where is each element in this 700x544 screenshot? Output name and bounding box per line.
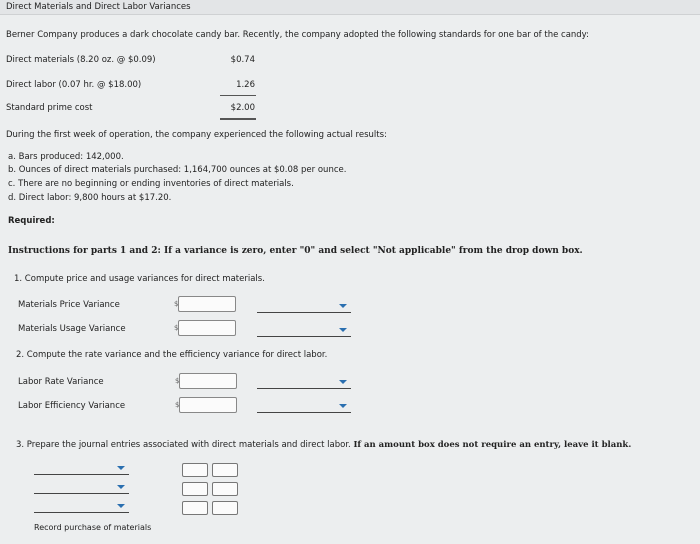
- chevron-down-icon: [117, 485, 125, 489]
- materials-usage-label: Materials Usage Variance: [18, 324, 126, 334]
- labor-rate-label: Labor Rate Variance: [18, 377, 104, 387]
- labor-efficiency-dropdown[interactable]: [257, 400, 351, 413]
- part3-heading-text: 3. Prepare the journal entries associated with direct materials and direct labor.: [16, 440, 351, 450]
- journal-account-2-dropdown[interactable]: [34, 481, 129, 494]
- chevron-down-icon: [339, 380, 347, 384]
- labor-rate-dropdown[interactable]: [257, 376, 351, 389]
- chevron-down-icon: [117, 466, 125, 470]
- intro-text: Berner Company produces a dark chocolate candy bar. Recently, the company adopted the following standards for one bar of the candy:: [6, 30, 589, 40]
- chevron-down-icon: [339, 304, 347, 308]
- standard-materials-value: $0.74: [230, 55, 255, 65]
- standard-prime-value: $2.00: [230, 103, 255, 113]
- title-bar: [0, 0, 700, 15]
- instructions-text: Instructions for parts 1 and 2: If a variance is zero, enter "0" and select "Not applicable" from the drop down box.: [8, 246, 583, 256]
- actual-intro: During the first week of operation, the company experienced the following actual results:: [6, 130, 387, 140]
- chevron-down-icon: [117, 504, 125, 508]
- labor-efficiency-label: Labor Efficiency Variance: [18, 401, 126, 411]
- standard-labor-value: 1.26: [236, 80, 255, 90]
- required-label: Required:: [8, 216, 55, 226]
- materials-price-input[interactable]: [178, 296, 236, 312]
- journal-note: Record purchase of materials: [34, 523, 152, 532]
- part3-heading: [16, 440, 631, 450]
- labor-rate-input[interactable]: [179, 373, 237, 389]
- standard-prime-label: Standard prime cost: [6, 103, 93, 113]
- journal-credit-3-input[interactable]: [212, 501, 238, 515]
- standard-materials-label: Direct materials (8.20 oz. @ $0.09): [6, 55, 156, 65]
- chevron-down-icon: [339, 404, 347, 408]
- part1-heading: 1. Compute price and usage variances for direct materials.: [14, 274, 265, 284]
- labor-rate-currency: $: [175, 377, 180, 385]
- journal-debit-2-input[interactable]: [182, 482, 208, 496]
- journal-debit-3-input[interactable]: [182, 501, 208, 515]
- journal-account-3-dropdown[interactable]: [34, 500, 129, 513]
- labor-efficiency-input[interactable]: [179, 397, 237, 413]
- subtotal-rule: [220, 95, 256, 96]
- materials-usage-input[interactable]: [178, 320, 236, 336]
- chevron-down-icon: [339, 328, 347, 332]
- actual-item-d: d. Direct labor: 9,800 hours at $17.20.: [8, 193, 172, 203]
- actual-item-c: c. There are no beginning or ending inventories of direct materials.: [8, 179, 294, 189]
- standard-labor-label: Direct labor (0.07 hr. @ $18.00): [6, 80, 142, 90]
- page-title: Direct Materials and Direct Labor Variances: [6, 2, 191, 12]
- total-rule: [220, 118, 256, 120]
- materials-price-dropdown[interactable]: [257, 300, 351, 313]
- actual-item-b: b. Ounces of direct materials purchased: 1,164,700 ounces at $0.08 per ounce.: [8, 165, 347, 175]
- actual-item-a: a. Bars produced: 142,000.: [8, 152, 124, 162]
- materials-usage-currency: $: [174, 324, 179, 332]
- labor-efficiency-currency: $: [175, 401, 180, 409]
- journal-debit-1-input[interactable]: [182, 463, 208, 477]
- materials-price-label: Materials Price Variance: [18, 300, 120, 310]
- part3-heading-emphasis: If an amount box does not require an entry, leave it blank.: [353, 440, 632, 450]
- materials-price-currency: $: [174, 300, 179, 308]
- part2-heading: 2. Compute the rate variance and the efficiency variance for direct labor.: [16, 350, 328, 360]
- materials-usage-dropdown[interactable]: [257, 324, 351, 337]
- journal-credit-2-input[interactable]: [212, 482, 238, 496]
- journal-account-1-dropdown[interactable]: [34, 462, 129, 475]
- journal-credit-1-input[interactable]: [212, 463, 238, 477]
